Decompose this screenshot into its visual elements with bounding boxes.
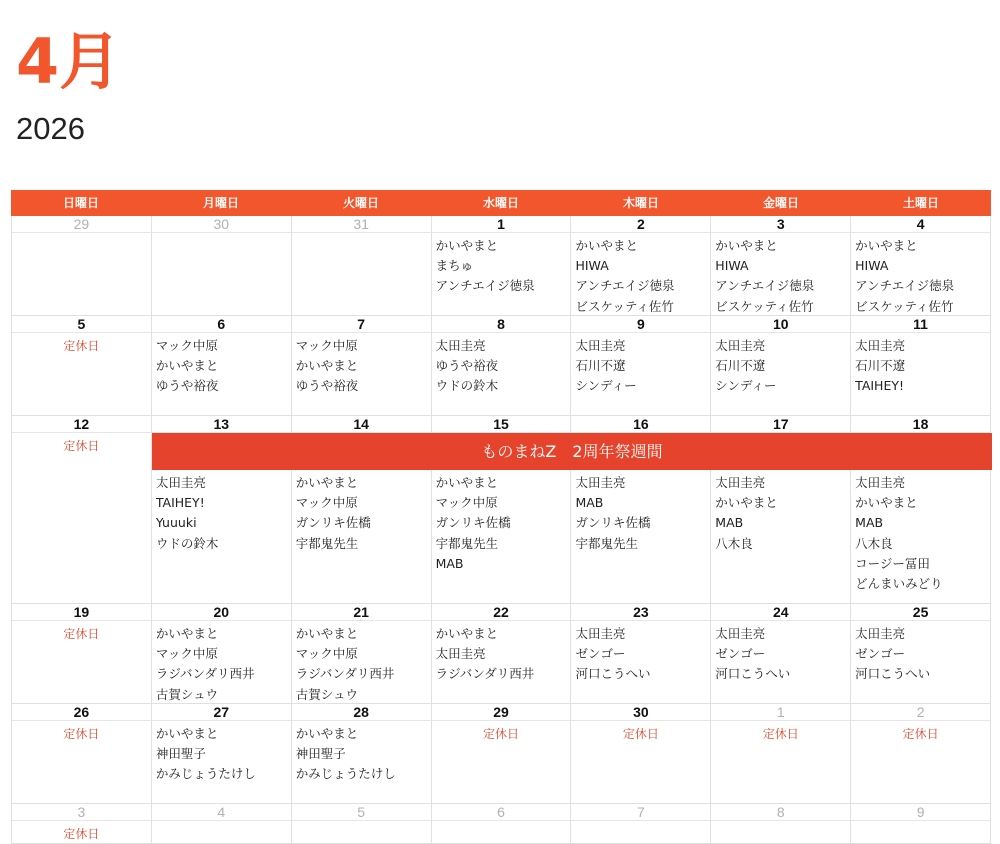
day-cell[interactable]	[152, 233, 292, 316]
closed-day-label: 定休日	[63, 827, 100, 841]
day-cell[interactable]	[711, 721, 851, 804]
performer-name: ラジバンダリ西井	[155, 666, 255, 682]
performer-name: シンディー	[715, 378, 777, 394]
performer-name: 太田圭亮	[435, 646, 486, 662]
performer-name: MAB	[715, 515, 744, 531]
performer-name: かいやまと	[435, 626, 499, 641]
weekday-tue: 火曜日	[342, 196, 379, 210]
performer-name: Yuuuki	[155, 515, 197, 531]
performer-name: ゼンゴー	[715, 646, 766, 662]
date-number: 1	[711, 704, 851, 720]
performer-name: 太田圭亮	[435, 338, 486, 353]
performer-name: かいやまと	[855, 238, 918, 253]
performer-name: 太田圭亮	[155, 475, 206, 490]
date-number: 19	[12, 604, 152, 620]
performer-name: ウドの鈴木	[155, 535, 219, 551]
performer-name: ガンリキ佐橋	[295, 515, 371, 531]
performer-name: 太田圭亮	[715, 626, 766, 641]
date-number: 4	[152, 804, 292, 820]
performer-name: ラジバンダリ西井	[435, 666, 535, 682]
performer-name: 太田圭亮	[715, 338, 766, 353]
date-number: 12	[12, 416, 152, 432]
day-cell[interactable]	[432, 233, 572, 316]
date-number: 5	[12, 316, 152, 332]
day-cell[interactable]	[152, 721, 292, 804]
performer-name: かいやまと	[295, 358, 359, 374]
performer-name: HIWA	[715, 258, 749, 274]
day-cell[interactable]	[851, 621, 991, 704]
day-cell[interactable]	[292, 333, 432, 416]
anniversary-week-banner: ものまねZ 2周年祭週間	[152, 433, 992, 470]
performer-name: TAIHEY!	[855, 378, 905, 394]
date-number: 29	[432, 704, 572, 720]
performer-name: TAIHEY!	[155, 495, 205, 511]
date-number: 3	[12, 804, 152, 820]
date-number: 10	[711, 316, 851, 332]
date-number: 5	[292, 804, 432, 820]
date-number: 28	[292, 704, 432, 720]
day-cell[interactable]	[292, 721, 432, 804]
date-number-row	[12, 216, 991, 233]
performer-name: ゆうや裕夜	[435, 358, 499, 374]
calendar	[11, 190, 991, 844]
date-number-row	[12, 316, 991, 333]
performer-name: ガンリキ佐橋	[575, 515, 651, 531]
week-body	[12, 233, 991, 316]
date-number: 15	[432, 416, 572, 432]
weekday-header	[11, 190, 991, 216]
week-body	[12, 821, 991, 844]
day-cell[interactable]	[711, 333, 851, 416]
performer-name: かみじょうたけし	[295, 766, 396, 782]
day-cell[interactable]	[12, 233, 152, 316]
day-cell[interactable]	[152, 333, 292, 416]
closed-day-label: 定休日	[63, 727, 100, 741]
date-number: 1	[432, 216, 572, 232]
performer-name: マック中原	[435, 495, 498, 511]
performer-name: ゼンゴー	[575, 646, 626, 662]
performer-name: 太田圭亮	[715, 475, 766, 490]
day-cell[interactable]	[571, 721, 711, 804]
week-body	[12, 333, 991, 416]
weekday-thu: 木曜日	[622, 196, 659, 210]
performer-name: かいやまと	[435, 475, 499, 490]
day-cell[interactable]	[12, 721, 152, 804]
performer-name: かいやまと	[155, 358, 219, 374]
performer-name: 河口こうへい	[855, 666, 931, 682]
date-number: 11	[851, 316, 991, 332]
performer-name: かいやまと	[155, 626, 219, 641]
day-cell[interactable]	[571, 333, 711, 416]
performer-name: アンチエイジ徳泉	[715, 278, 815, 294]
date-number: 30	[152, 216, 292, 232]
date-number: 2	[571, 216, 711, 232]
day-cell[interactable]	[711, 621, 851, 704]
performer-name: 石川不遼	[715, 358, 766, 374]
performer-name: マック中原	[295, 338, 358, 353]
performer-name: 太田圭亮	[855, 475, 906, 490]
performer-name: アンチエイジ徳泉	[435, 278, 535, 294]
day-cell[interactable]	[432, 333, 572, 416]
date-number: 9	[851, 804, 991, 820]
performer-name: 太田圭亮	[855, 626, 906, 641]
performer-name: かいやまと	[575, 238, 638, 253]
date-number: 17	[711, 416, 851, 432]
date-number: 30	[571, 704, 711, 720]
performer-name: ラジバンダリ西井	[295, 666, 395, 682]
date-number: 16	[571, 416, 711, 432]
date-number: 9	[571, 316, 711, 332]
date-number: 31	[292, 216, 432, 232]
performer-name: かいやまと	[295, 475, 359, 490]
day-cell[interactable]	[851, 821, 991, 844]
day-cell[interactable]	[12, 433, 152, 604]
performer-name: シンディー	[575, 378, 637, 394]
day-cell[interactable]	[152, 821, 292, 844]
date-number: 21	[292, 604, 432, 620]
performer-name: かいやまと	[715, 238, 778, 253]
date-number: 8	[711, 804, 851, 820]
performer-name: ゆうや裕夜	[295, 378, 359, 394]
date-number: 25	[851, 604, 991, 620]
date-number: 7	[292, 316, 432, 332]
calendar-week	[11, 416, 991, 604]
day-cell[interactable]	[292, 233, 432, 316]
date-number: 20	[152, 604, 292, 620]
performer-name: かみじょうたけし	[155, 766, 256, 782]
performer-name: MAB	[855, 515, 884, 531]
performer-name: かいやまと	[715, 495, 778, 511]
performer-name: 古賀シュウ	[155, 686, 219, 702]
performer-name: 八木良	[715, 535, 753, 551]
date-number: 24	[711, 604, 851, 620]
performer-name: 石川不遼	[855, 358, 906, 374]
date-number: 6	[432, 804, 572, 820]
date-number: 14	[292, 416, 432, 432]
date-number: 27	[152, 704, 292, 720]
weekday-sun: 日曜日	[62, 196, 99, 210]
performer-name: MAB	[575, 495, 604, 511]
day-cell[interactable]	[292, 621, 432, 704]
performer-name: 太田圭亮	[575, 475, 626, 490]
performer-name: マック中原	[155, 338, 218, 353]
performer-name: 八木良	[855, 535, 893, 551]
performer-name: ガンリキ佐橋	[435, 515, 511, 531]
weekday-fri: 金曜日	[762, 196, 799, 210]
performer-name: ビスケッティ佐竹	[855, 298, 954, 314]
day-cell[interactable]	[851, 721, 991, 804]
calendar-week	[11, 704, 991, 804]
date-number-row	[12, 416, 991, 433]
date-number: 22	[432, 604, 572, 620]
date-number: 7	[571, 804, 711, 820]
weekday-wed: 水曜日	[482, 196, 519, 210]
month-title: 4月	[16, 25, 122, 98]
performer-name: 宇都鬼先生	[575, 535, 638, 551]
day-cell[interactable]	[152, 621, 292, 704]
date-number-row	[12, 704, 991, 721]
performer-name: HIWA	[575, 258, 609, 274]
weekday-mon: 月曜日	[202, 196, 239, 210]
date-number: 18	[851, 416, 991, 432]
performer-name: 神田聖子	[155, 746, 206, 762]
day-cell[interactable]	[432, 621, 572, 704]
date-number: 26	[12, 704, 152, 720]
performer-name: アンチエイジ徳泉	[575, 278, 675, 294]
day-cell[interactable]	[432, 721, 572, 804]
calendar-week	[11, 604, 991, 704]
performer-name: 河口こうへい	[575, 666, 651, 682]
day-cell[interactable]	[711, 233, 851, 316]
performer-name: 古賀シュウ	[295, 686, 358, 702]
closed-day-label: 定休日	[63, 439, 100, 453]
date-number-row	[12, 604, 991, 621]
performer-name: 石川不遼	[575, 358, 626, 374]
performer-name: かいやまと	[295, 726, 359, 741]
day-cell[interactable]	[851, 233, 991, 316]
day-cell[interactable]	[12, 333, 152, 416]
date-number-row	[12, 804, 991, 821]
performer-name: まちゅ	[435, 258, 474, 274]
performer-name: かいやまと	[155, 726, 219, 741]
date-number: 2	[851, 704, 991, 720]
performer-name: アンチエイジ徳泉	[855, 278, 955, 294]
week-body	[12, 621, 991, 704]
performer-name: コージー冨田	[855, 555, 930, 571]
closed-day-label: 定休日	[63, 339, 100, 353]
performer-name: かいやまと	[855, 495, 918, 511]
performer-name: かいやまと	[435, 238, 499, 253]
date-number: 8	[432, 316, 572, 332]
performer-name: ウドの鈴木	[435, 378, 499, 394]
performer-name: ビスケッティ佐竹	[575, 298, 674, 314]
day-cell[interactable]	[571, 621, 711, 704]
closed-day-label: 定休日	[483, 727, 520, 741]
calendar-week	[11, 316, 991, 416]
day-cell[interactable]	[711, 821, 851, 844]
performer-name: マック中原	[155, 646, 218, 662]
year-label: 2026	[16, 111, 85, 146]
day-cell[interactable]	[12, 621, 152, 704]
closed-day-label: 定休日	[63, 627, 100, 641]
performer-name: マック中原	[295, 495, 358, 511]
date-number: 6	[152, 316, 292, 332]
performer-name: ゆうや裕夜	[155, 378, 219, 394]
day-cell[interactable]	[12, 821, 152, 844]
closed-day-label: 定休日	[622, 727, 659, 741]
performer-name: 神田聖子	[295, 746, 346, 762]
performer-name: 河口こうへい	[715, 666, 791, 682]
date-number: 13	[152, 416, 292, 432]
performer-name: 宇都鬼先生	[435, 535, 499, 551]
date-number: 3	[711, 216, 851, 232]
week-body	[12, 721, 991, 804]
performer-name: かいやまと	[295, 626, 359, 641]
calendar-weeks	[11, 216, 991, 844]
closed-day-label: 定休日	[902, 727, 939, 741]
performer-name: マック中原	[295, 646, 358, 662]
performer-name: HIWA	[855, 258, 889, 274]
date-number: 23	[571, 604, 711, 620]
day-cell[interactable]	[571, 821, 711, 844]
performer-name: MAB	[435, 555, 464, 571]
day-cell[interactable]	[851, 333, 991, 416]
calendar-week	[11, 804, 991, 844]
performer-name: 太田圭亮	[575, 626, 626, 641]
performer-name: ビスケッティ佐竹	[715, 298, 814, 314]
performer-name: 太田圭亮	[855, 338, 906, 353]
date-number: 29	[12, 216, 152, 232]
performer-name: ゼンゴー	[855, 646, 906, 662]
closed-day-label: 定休日	[762, 727, 799, 741]
performer-name: 宇都鬼先生	[295, 535, 359, 551]
performer-name: どんまいみどり	[855, 576, 943, 592]
weekday-sat: 土曜日	[902, 196, 939, 210]
day-cell[interactable]	[292, 821, 432, 844]
day-cell[interactable]	[432, 821, 572, 844]
performer-name: 太田圭亮	[575, 338, 626, 353]
calendar-week	[11, 216, 991, 316]
day-cell[interactable]	[571, 233, 711, 316]
date-number: 4	[851, 216, 991, 232]
